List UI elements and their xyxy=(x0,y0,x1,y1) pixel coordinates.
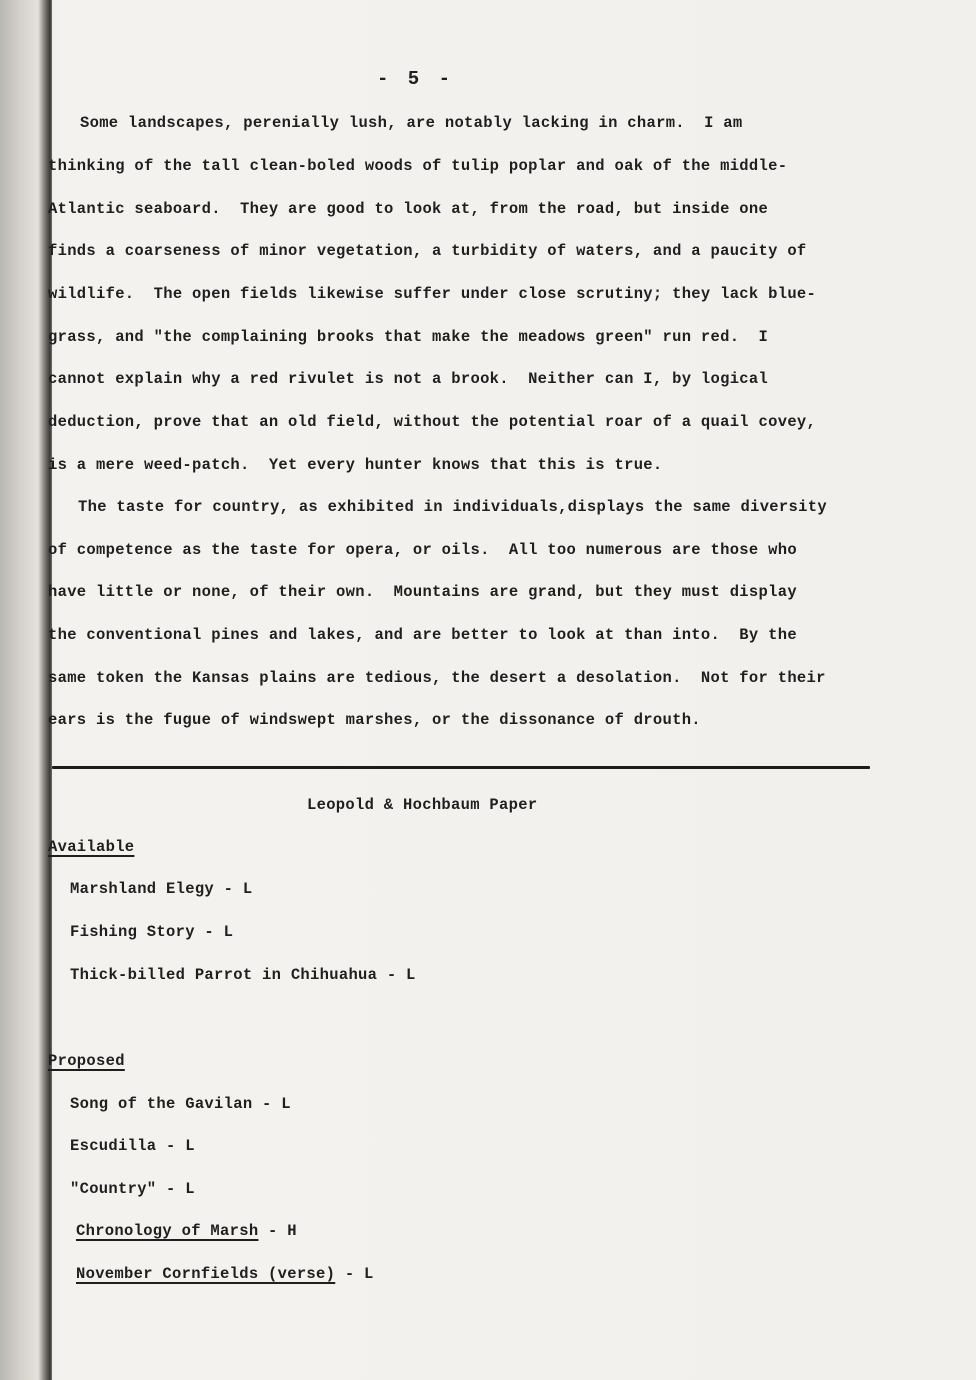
text-line: deduction, prove that an old field, without the potential roar of a quail covey, xyxy=(48,413,817,431)
typed-page-content xyxy=(48,0,932,1380)
text-line: Atlantic seaboard. They are good to look at, from the road, but inside one xyxy=(48,200,769,218)
text-line: Some landscapes, perenially lush, are notably lacking in charm. I am xyxy=(80,114,743,132)
section-title: Leopold & Hochbaum Paper xyxy=(307,796,538,814)
item-title: "Country" xyxy=(70,1180,157,1198)
item-title: November Cornfields (verse) xyxy=(76,1265,336,1283)
text-line: the conventional pines and lakes, and are better to look at than into. By the xyxy=(48,626,797,644)
text-line: cannot explain why a red rivulet is not a brook. Neither can I, by logical xyxy=(48,370,769,388)
item-author: - L xyxy=(156,1180,195,1198)
text-line: grass, and "the complaining brooks that make the meadows green" run red. I xyxy=(48,328,769,346)
text-line: thinking of the tall clean-boled woods of tulip poplar and oak of the middle- xyxy=(48,157,788,175)
list-item xyxy=(70,1095,291,1113)
item-title: Song of the Gavilan xyxy=(70,1095,253,1113)
text-line: same token the Kansas plains are tedious, the desert a desolation. Not for their xyxy=(48,669,826,687)
list-item xyxy=(70,1137,195,1155)
text-line: is a mere weed-patch. Yet every hunter knows that this is true. xyxy=(48,456,663,474)
section-divider xyxy=(52,766,870,769)
text-line: have little or none, of their own. Mountains are grand, but they must display xyxy=(48,583,797,601)
text-line: The taste for country, as exhibited in individuals,displays the same diversity xyxy=(78,498,827,516)
text-line: of competence as the taste for opera, or oils. All too numerous are those who xyxy=(48,541,797,559)
item-author: - H xyxy=(258,1222,297,1240)
item-author: - L xyxy=(156,1137,195,1155)
item-title: Escudilla xyxy=(70,1137,157,1155)
list-item: Thick-billed Parrot in Chihuahua - L xyxy=(70,966,416,984)
list-item xyxy=(76,1222,297,1240)
text-line: ears is the fugue of windswept marshes, or the dissonance of drouth. xyxy=(48,711,701,729)
binding-gutter xyxy=(0,0,52,1380)
item-title: Chronology of Marsh xyxy=(76,1222,259,1240)
text-line: wildlife. The open fields likewise suffer under close scrutiny; they lack blue- xyxy=(48,285,817,303)
text-line: finds a coarseness of minor vegetation, a turbidity of waters, and a paucity of xyxy=(48,242,807,260)
list-item xyxy=(70,1180,195,1198)
list-item: Fishing Story - L xyxy=(70,923,234,941)
list-item: Marshland Elegy - L xyxy=(70,880,253,898)
item-author: - L xyxy=(252,1095,291,1113)
proposed-heading: Proposed xyxy=(48,1052,125,1070)
available-heading: Available xyxy=(48,838,135,856)
item-author: - L xyxy=(335,1265,374,1283)
page-number: - 5 - xyxy=(377,68,455,90)
list-item xyxy=(76,1265,374,1283)
